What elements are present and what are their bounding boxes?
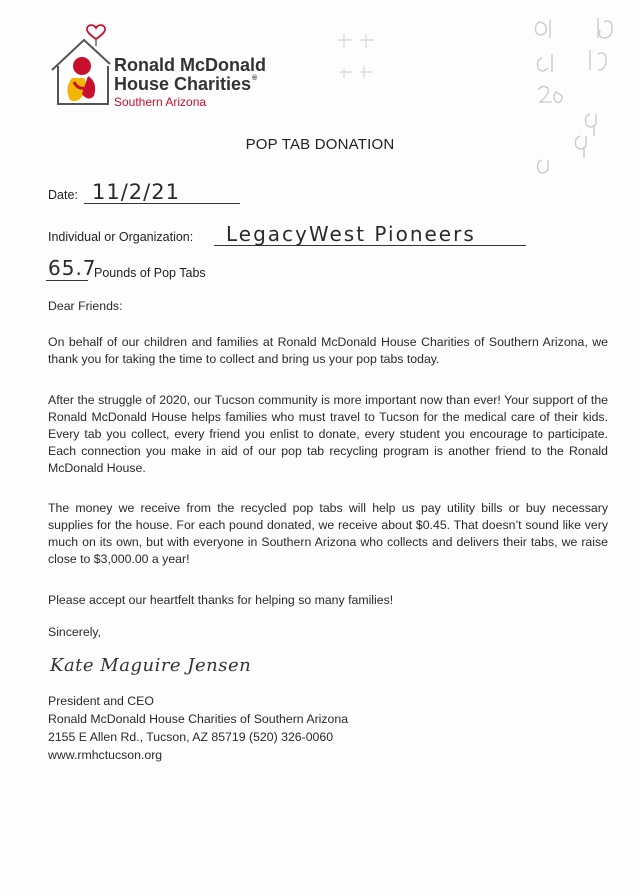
- pounds-value: 65.7: [48, 256, 97, 280]
- brand-line-2: House Charities®: [114, 74, 258, 94]
- signer-address: 2155 E Allen Rd., Tucson, AZ 85719 (520) 326-0060: [48, 730, 334, 744]
- brand-line-1: Ronald McDonald: [114, 55, 266, 75]
- organization-label: Individual or Organization:: [48, 230, 194, 244]
- date-label: Date:: [48, 188, 78, 202]
- signer-website: www.rmhctucson.org: [48, 748, 163, 762]
- paragraph-3: The money we receive from the recycled pop tabs will help us pay utility bills or buy necessary supplies for the house. For each pound donated, we receive about $0.45. That doesn’t sound like very much on its own, but with everyone in Southern Arizona who collects and delivers their tabs, we raise close to $3,000.00 a year!: [48, 501, 608, 566]
- date-value: 11/2/21: [92, 180, 180, 204]
- brand-text: [114, 56, 266, 108]
- paragraph-2: After the struggle of 2020, our Tucson community is more important now than ever! Your support of the Ronald McDonald House helps families who must travel to Tucson for the medical care of their kids. Every tab you collect, every friend you enlist to donate, every student you encourage to participate. Each connection you make in aid of our pop tab recycling program is another friend to the Ronald McDonald House.: [48, 393, 608, 475]
- greeting: Dear Friends:: [48, 299, 123, 313]
- signer-title: President and CEO: [48, 694, 154, 708]
- signer-organization: Ronald McDonald House Charities of Southern Arizona: [48, 712, 349, 726]
- closing: Sincerely,: [48, 625, 102, 639]
- signature: Kate Maguire Jensen: [50, 655, 252, 676]
- faint-stamp-decoration: [330, 28, 390, 92]
- organization-value: LegacyWest Pioneers: [226, 222, 476, 246]
- house-heart-icon: [44, 22, 124, 112]
- page-title: POP TAB DONATION: [245, 136, 395, 153]
- paragraph-4: Please accept our heartfelt thanks for helping so many families!: [48, 593, 394, 607]
- pounds-label: Pounds of Pop Tabs: [94, 266, 206, 280]
- paragraph-1: On behalf of our children and families at Ronald McDonald House Charities of Southern Arizona, we thank you for taking the time to collect and bring us your pop tabs today.: [48, 335, 608, 366]
- brand-line-3: Southern Arizona: [114, 95, 207, 109]
- rmhc-logo: [44, 22, 314, 112]
- faint-scribble-icon: [330, 28, 390, 88]
- pounds-underline: [46, 280, 88, 281]
